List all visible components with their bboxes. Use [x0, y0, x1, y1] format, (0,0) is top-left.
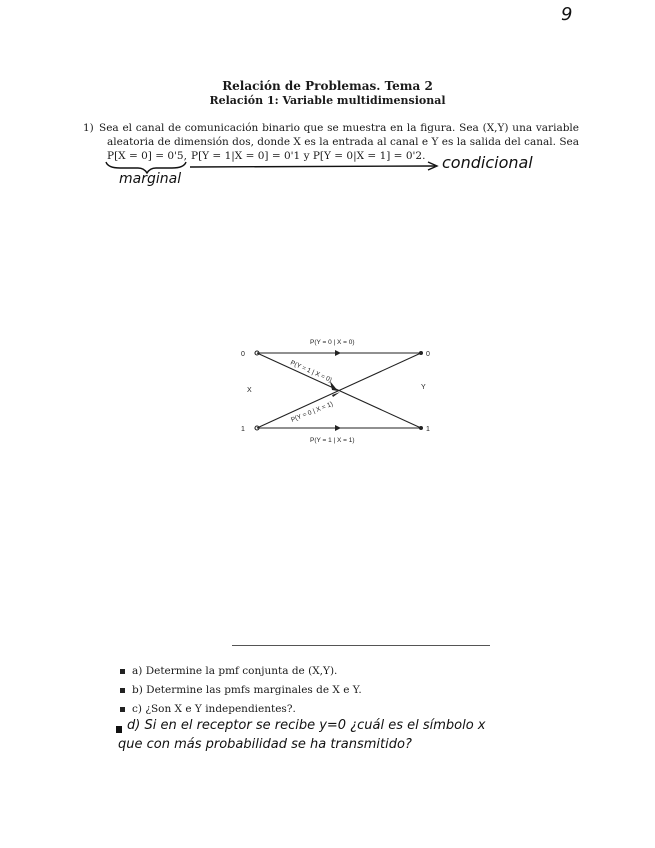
page-number: 9	[561, 4, 573, 25]
question-a	[120, 665, 337, 677]
cross-down-label: P(Y = 1 | X = 0)	[289, 359, 333, 384]
problem-line-2: aleatoria de dimensión dos, donde X es la entrada al canal e Y es la salida del canal. Sea	[107, 136, 579, 148]
input-1-label: 1	[241, 426, 245, 433]
channel-diagram	[228, 332, 448, 450]
conditional-arrow	[190, 166, 435, 167]
question-a-text: a) Determine la pmf conjunta de (X,Y).	[132, 665, 338, 677]
question-b	[120, 684, 362, 696]
handwritten-bullet-icon	[116, 726, 122, 733]
top-edge-label: P(Y = 0 | X = 0)	[310, 339, 355, 346]
question-b-text: b) Determine las pmfs marginales de X e Y.	[132, 684, 362, 696]
output-variable-label: Y	[421, 384, 426, 391]
separator-rule	[232, 645, 490, 646]
handwritten-question-line-2: que con más probabilidad se ha transmitido?	[118, 737, 412, 752]
input-0-label: 0	[241, 351, 245, 358]
question-c	[120, 703, 296, 715]
bullet-icon	[120, 688, 125, 693]
problem-line-1: Sea el canal de comunicación binario que se muestra en la figura. Sea (X,Y) una variable	[99, 122, 579, 134]
annotation-conditional: condicional	[442, 153, 533, 172]
bullet-icon	[120, 669, 125, 674]
arrow-cross-down	[330, 381, 338, 391]
node-out-1	[419, 426, 423, 430]
handwritten-question-line-1: d) Si en el receptor se recibe y=0 ¿cuál es el símbolo x	[127, 718, 486, 733]
bottom-edge-label: P(Y = 1 | X = 1)	[310, 437, 355, 444]
arrow-bottom	[335, 425, 341, 431]
node-out-0	[419, 351, 423, 355]
document-title: Relación de Problemas. Tema 2	[222, 79, 433, 93]
arrow-top	[335, 350, 341, 356]
input-variable-label: X	[247, 387, 252, 394]
bullet-icon	[120, 707, 125, 712]
equation-marginal: P[X = 0] = 0'5,	[107, 150, 187, 162]
annotation-marginal: marginal	[119, 171, 182, 187]
output-0-label: 0	[426, 351, 430, 358]
question-c-text: c) ¿Son X e Y independientes?.	[132, 703, 296, 715]
equation-conditional: P[Y = 1|X = 0] = 0'1 y P[Y = 0|X = 1] = 0'2.	[191, 150, 426, 162]
cross-up-label: P(Y = 0 | X = 1)	[290, 400, 335, 424]
output-1-label: 1	[426, 426, 430, 433]
document-subtitle: Relación 1: Variable multidimensional	[209, 94, 446, 107]
problem-number: 1)	[83, 122, 94, 134]
